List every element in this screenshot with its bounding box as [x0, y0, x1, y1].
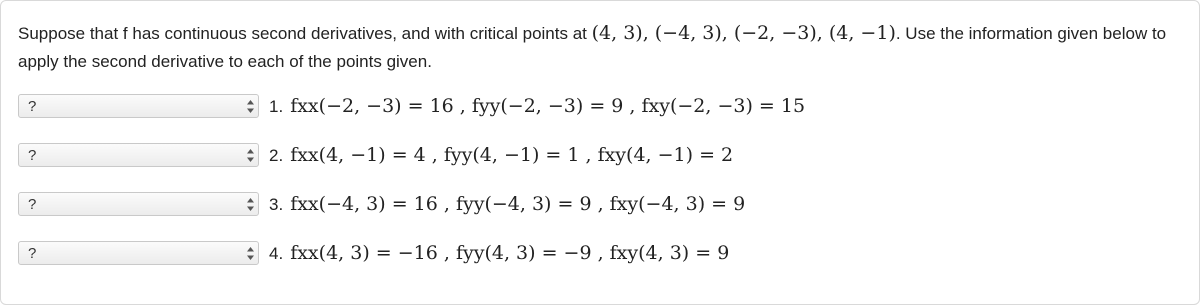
select-value-4: ? [28, 244, 37, 262]
critical-points: (4, 3), (−4, 3), (−2, −3), (4, −1) [591, 22, 896, 44]
up-down-stepper-icon [246, 246, 255, 261]
point-info-1 [269, 95, 805, 117]
classification-select-1[interactable] [18, 94, 259, 118]
answer-row-1 [18, 91, 805, 121]
problem-statement [18, 19, 1188, 76]
item-number-4: 4. [269, 244, 284, 263]
item-number-2: 2. [269, 146, 284, 165]
classification-select-3[interactable] [18, 192, 259, 216]
intro-text-start: Suppose that f has continuous second derivatives, and with critical points at [18, 24, 592, 43]
point-info-3 [269, 193, 745, 215]
derivative-values-1: fxx(−2, −3) = 16 , fyy(−2, −3) = 9 , fxy(−2, −3) = 15 [290, 95, 806, 117]
select-value-2: ? [28, 146, 37, 164]
point-info-4 [269, 242, 729, 264]
answer-row-2 [18, 140, 733, 170]
classification-select-4[interactable] [18, 241, 259, 265]
up-down-stepper-icon [246, 197, 255, 212]
point-info-2 [269, 144, 733, 166]
derivative-values-3: fxx(−4, 3) = 16 , fyy(−4, 3) = 9 , fxy(−4, 3) = 9 [290, 193, 746, 215]
classification-select-2[interactable] [18, 143, 259, 167]
item-number-1: 1. [269, 97, 284, 116]
intro-text-end: . Use the information given below to apply the second derivative to each of the points given. [18, 24, 1167, 71]
derivative-values-2: fxx(4, −1) = 4 , fyy(4, −1) = 1 , fxy(4, −1) = 2 [290, 144, 734, 166]
derivative-values-4: fxx(4, 3) = −16 , fyy(4, 3) = −9 , fxy(4, 3) = 9 [290, 242, 730, 264]
up-down-stepper-icon [246, 99, 255, 114]
select-value-1: ? [28, 97, 37, 115]
answer-row-4 [18, 238, 729, 268]
item-number-3: 3. [269, 195, 284, 214]
answer-row-3 [18, 189, 745, 219]
up-down-stepper-icon [246, 148, 255, 163]
select-value-3: ? [28, 195, 37, 213]
